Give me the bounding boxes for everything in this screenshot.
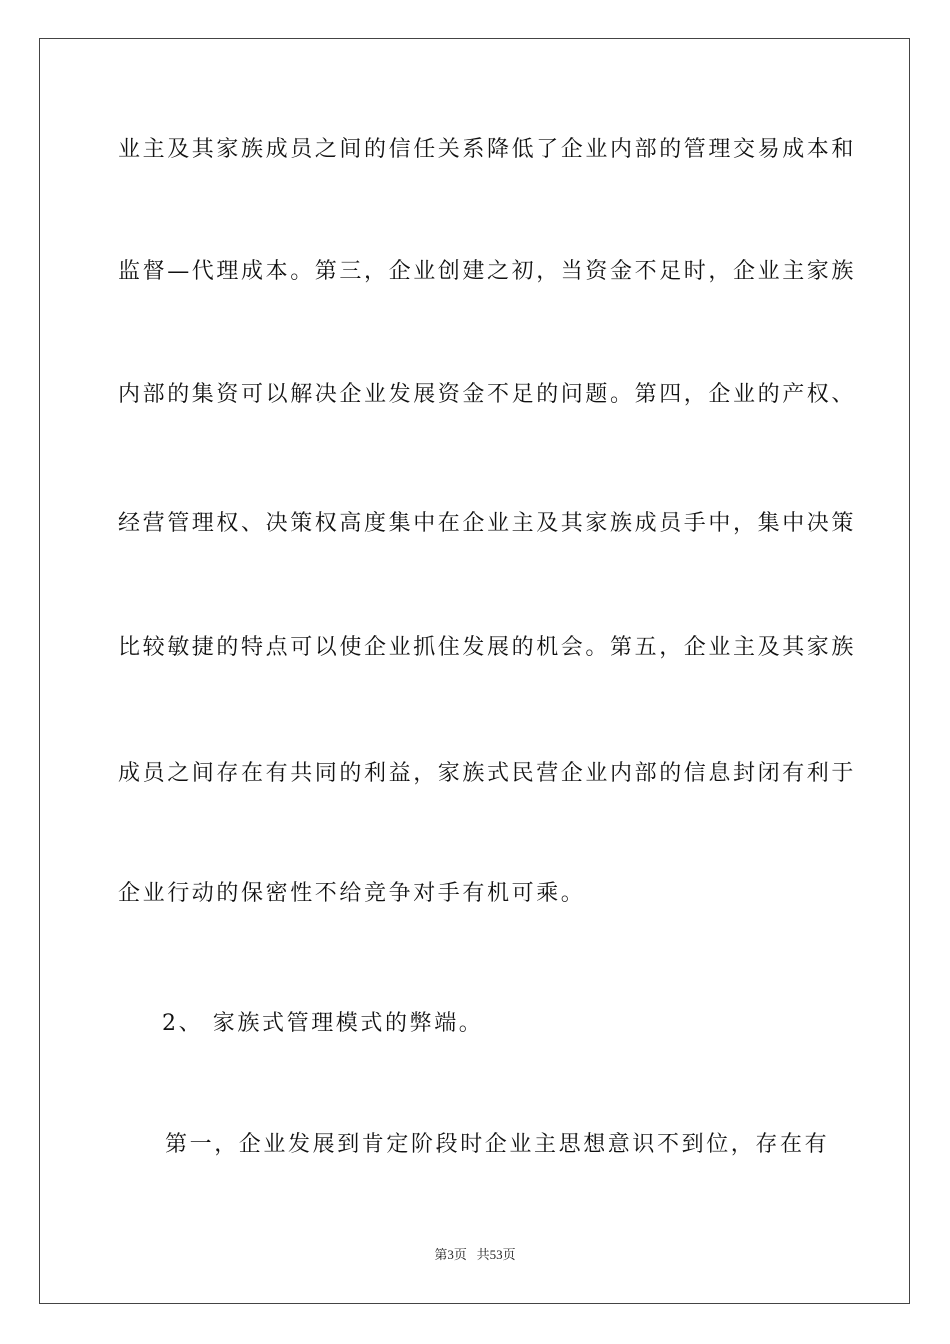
paragraph-line: 成员之间存在有共同的利益，家族式民营企业内部的信息封闭有利于 xyxy=(118,761,857,786)
current-page-number: 第3页 xyxy=(434,1247,467,1262)
paragraph-line: 监督—代理成本。第三，企业创建之初，当资金不足时，企业主家族 xyxy=(118,259,857,284)
section-heading: 2、 家族式管理模式的弊端。 xyxy=(162,1011,484,1036)
page-border xyxy=(39,38,910,1304)
paragraph-line: 业主及其家族成员之间的信任关系降低了企业内部的管理交易成本和 xyxy=(118,137,857,162)
paragraph-line: 内部的集资可以解决企业发展资金不足的问题。第四，企业的产权、 xyxy=(118,382,857,407)
page-footer xyxy=(0,1246,950,1264)
paragraph-line: 企业行动的保密性不给竞争对手有机可乘。 xyxy=(118,881,586,906)
paragraph-line: 比较敏捷的特点可以使企业抓住发展的机会。第五，企业主及其家族 xyxy=(118,635,857,660)
paragraph-line: 经营管理权、决策权高度集中在企业主及其家族成员手中，集中决策 xyxy=(118,511,857,536)
total-pages: 共53页 xyxy=(476,1247,516,1262)
paragraph-line: 第一，企业发展到肯定阶段时企业主思想意识不到位，存在有 xyxy=(165,1132,830,1157)
